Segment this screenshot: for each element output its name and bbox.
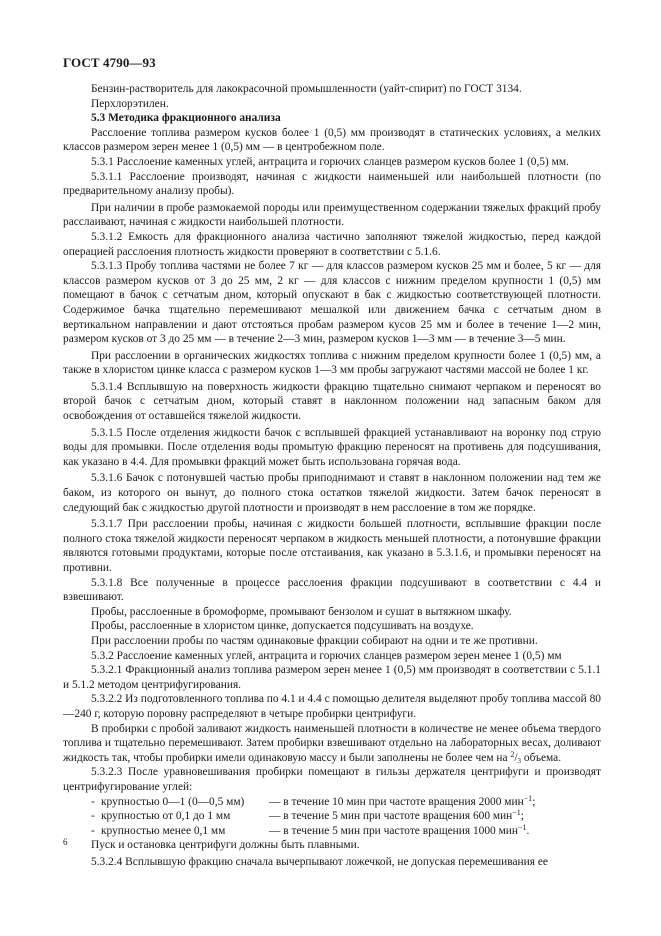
page-number: 6	[63, 837, 68, 847]
list-result	[269, 795, 601, 810]
list-item	[63, 824, 601, 839]
paragraph: 5.3.2.3 После уравновешивания пробирки помещают в гильзы держателя центрифуги и производят центрифугирование углей:	[63, 766, 601, 793]
exponent: −1	[523, 793, 533, 803]
paragraph: При расслоении в органических жидкостях топлива с нижним пределом крупности более 1 (0,5) мм, а также в хлористом цинке класса с размером кусков 1—3 мм пробы загружают частями массой не более 1 кг.	[63, 349, 601, 377]
list-result	[269, 809, 601, 824]
fraction-denominator: 3	[517, 756, 522, 765]
paragraph: Пуск и остановка центрифуги должны быть плавными.	[91, 839, 360, 852]
list-condition: крупностью менее 0,1 мм	[101, 824, 226, 837]
result-text: — в течение 10 мин при частоте вращения 2000 мин	[269, 795, 524, 808]
paragraph: 5.3.1.2 Емкость для фракционного анализа частично заполняют тяжелой жидкостью, перед каждой операцией расслоения плотность жидкости проверяют в соответствии с 5.1.6.	[63, 230, 601, 258]
paragraph: 5.3.1.7 При расслоении пробы, начиная с жидкости большей плотности, всплывшие фракции после полного стока тяжелой жидкости переносят черпаком в жидкость меньшей плотности, а потонувшие фракции являются готовыми продуктами, которые после отстаивания, как указано в 5.3.1.6, и промывки переносят на противни.	[63, 518, 601, 574]
paragraph: 5.3.2.1 Фракционный анализ топлива размером зерен менее 1 (0,5) мм производят в соответствии с 5.1.1 и 5.1.2 методом центрифугирования.	[63, 664, 601, 691]
list-condition: крупностью 0—1 (0—0,5 мм)	[101, 795, 245, 808]
paragraph: 5.3.1.6 Бачок с потонувшей частью пробы приподнимают и ставят в наклонном положении над тем же баком, из которого он вынут, до полного стока остатков тяжелой жидкости. Затем бачок переносят в следующий бак с жидкостью другой плотности и производят в нем расслоение в том же порядке.	[63, 472, 601, 514]
subsection-heading: 5.3.1 Расслоение каменных углей, антрацита и горючих сланцев размером кусков более 1 (0,5) мм.	[91, 155, 569, 168]
paragraph: 5.3.1.3 Пробу топлива частями не более 7 кг — для классов размером кусков 25 мм и более, 5 кг — для классов размером кусков от 3 до 25 мм, 2 кг — для классов с нижним пределом крупности 1 (0,5) мм помещают в бачок с сетчатым дном, который опускают в бак с жидкостью соответствующей плотности. Содержимое бачка тщательно перемешивают мешалкой или движением бачка с сетчатым дном в вертикальном направлении и дают отстояться пробам размером кусов 25 мм и более в течение 1—2 мин, размером кусков от 3 до 25 мм — в течение 2—3 мин, размером кусков 1—3 мм — в течение 3—5 мин.	[63, 260, 601, 346]
paragraph-text: В пробирки с пробой заливают жидкость наименьшей плотности в количестве не менее объема твердого топлива и тщательно перемешивают. Затем пробирки взвешивают отдельно на лабораторных весах, доливают жидкость так, чтобы пробирки имели одинаковую массу и были заполнены не более чем на	[63, 722, 601, 764]
paragraph: 5.3.2.2 Из подготовленного топлива по 4.1 и 4.4 с помощью делителя выделяют пробу топлива массой 80—240 г, которую поровну распределяют в четыре пробирки центрифуги.	[63, 693, 601, 720]
list-bullet: -	[91, 810, 95, 823]
paragraph-text: объема.	[521, 751, 562, 764]
list-item	[63, 809, 601, 824]
paragraph: Перхлорэтилен.	[91, 97, 169, 110]
paragraph: При наличии в пробе размокаемой породы или преимущественном содержании тяжелых фракций пробу расслаивают, начиная с жидкости наибольшей плотности.	[63, 201, 601, 229]
paragraph: 5.3.1.4 Всплывшую на поверхность жидкости фракцию тщательно снимают черпаком и переносят во второй бачок с сетчатым дном, который ставят в наклонном положении над запасным баком для освобождения от оставшейся тяжелой жидкости.	[63, 380, 601, 423]
punctuation: .	[526, 824, 530, 837]
paragraph: 5.3.2.4 Всплывшую фракцию сначала вычерпывают ложечкой, не допуская перемешивания ее	[91, 855, 548, 868]
punctuation: ;	[520, 810, 524, 823]
paragraph: При расслоении пробы по частям одинаковые фракции собирают на одни и те же противни.	[91, 634, 538, 647]
result-text: — в течение 5 мин при частоте вращения 1000 мин	[269, 824, 518, 837]
fraction-numerator: 2	[510, 749, 515, 759]
exponent: −1	[512, 808, 521, 818]
list-item	[63, 795, 601, 810]
paragraph: 5.3.1.5 После отделения жидкости бачок с всплывшей фракцией устанавливают на воронку под струю воды для промывки. После отделения воды промытую фракцию переносят на противень для подсушивания, как указано в 4.4. Для промывки фракций может быть использована горячая вода.	[63, 426, 601, 468]
section-heading: 5.3 Методика фракционного анализа	[91, 112, 281, 125]
punctuation: ;	[532, 795, 536, 808]
paragraph: Пробы, расслоенные в бромоформе, промывают бензолом и сушат в вытяжном шкафу.	[91, 605, 512, 618]
list-condition: крупностью от 0,1 до 1 мм	[101, 810, 231, 823]
paragraph: В пробирки с пробой заливают жидкость наименьшей плотности в количестве не менее объема твердого топлива и тщательно перемешивают. Затем пробирки взвешивают отдельно на лабораторных весах, доливают жидкость так, чтобы пробирки имели одинаковую массу и были заполнены не более чем на $^2/_3$ объема.	[63, 722, 601, 765]
paragraph: Расслоение топлива размером кусков более 1 (0,5) мм производят в статических условиях, а мелких классов размером зерен менее 1 (0,5) мм — в центробежном поле.	[63, 126, 601, 154]
paragraph: Пробы, расслоенные в хлористом цинке, допускается подсушивать на воздухе.	[91, 620, 474, 633]
result-text: — в течение 5 мин при частоте вращения 600 мин	[269, 810, 513, 823]
list-result	[269, 824, 601, 839]
list-bullet: -	[91, 824, 95, 837]
paragraph: 5.3.1.8 Все полученные в процессе расслоения фракции подсушивают в соответствии с 4.4 и взвешивают.	[63, 576, 601, 604]
document-header: ГОСТ 4790—93	[63, 55, 156, 70]
list-bullet: -	[91, 795, 95, 808]
centrifuge-conditions-list	[63, 795, 601, 839]
subsection-heading: 5.3.2 Расслоение каменных углей, антрацита и горючих сланцев размером зерен менее 1 (0,5) мм	[91, 649, 562, 662]
exponent: −1	[517, 822, 527, 832]
paragraph: Бензин-растворитель для лакокрасочной промышленности (уайт-спирит) по ГОСТ 3134.	[91, 83, 522, 95]
paragraph: 5.3.1.1 Расслоение производят, начиная с жидкости наименьшей или наибольшей плотности (по предварительному анализу пробы).	[63, 170, 601, 198]
document-body	[63, 82, 601, 869]
